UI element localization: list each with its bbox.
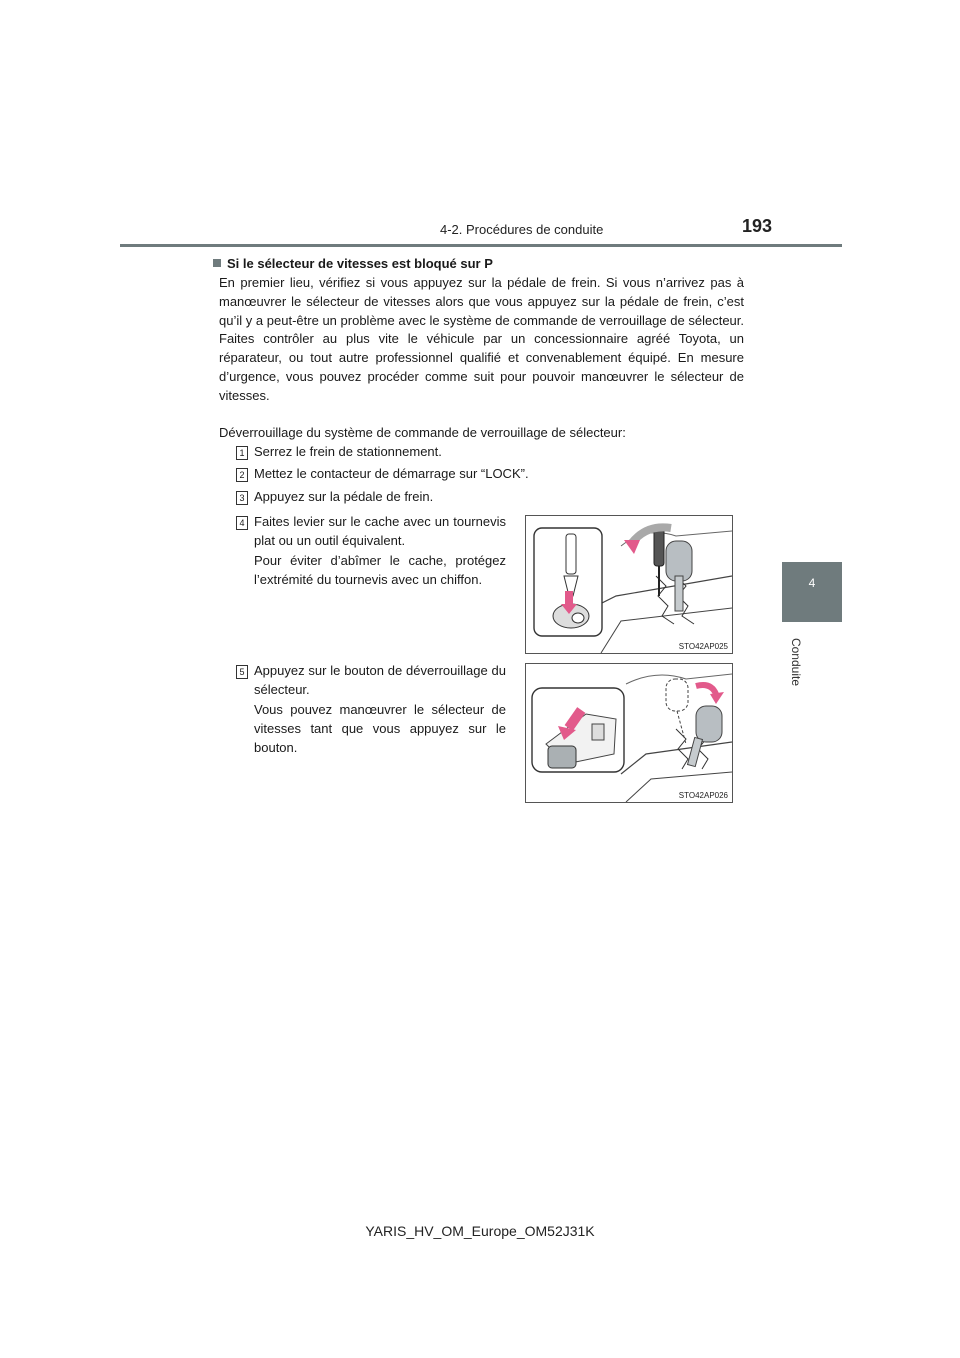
figure-caption-2: STO42AP026 (678, 791, 728, 800)
step-text-4: Faites levier sur le cache avec un tournevis plat ou un outil équivalent. (254, 514, 506, 548)
section-title-text: Si le sélecteur de vitesses est bloqué sur P (227, 256, 493, 271)
step-number-3: 3 (236, 491, 248, 505)
chapter-tab (782, 562, 842, 622)
step-number-5: 5 (236, 665, 248, 679)
figure-illustration-1 (526, 516, 732, 653)
figure-caption-1: STO42AP025 (678, 642, 728, 651)
step-text-3: Appuyez sur la pédale de frein. (254, 489, 434, 504)
section-title (213, 256, 493, 271)
step-text-5: Appuyez sur le bouton de déverrouillage du sélecteur. (254, 663, 506, 697)
document-footer-code: YARIS_HV_OM_Europe_OM52J31K (365, 1223, 595, 1239)
figure-illustration-2 (526, 664, 732, 802)
step-note-5: Vous pouvez manœuvrer le sélecteur de vitesses tant que vous appuyez sur le bouton. (254, 702, 506, 755)
chapter-tab-number: 4 (808, 576, 816, 590)
figure-screwdriver-cover (525, 515, 733, 654)
section-bullet-icon (213, 259, 221, 267)
step-number-1: 1 (236, 446, 248, 460)
step-text-2: Mettez le contacteur de démarrage sur “LOCK”. (254, 466, 529, 481)
step-number-2: 2 (236, 468, 248, 482)
intro-paragraph: En premier lieu, vérifiez si vous appuyez sur la pédale de frein. Si vous n’arrivez pas à manœuvrer le sélecteur de vitesses alors que vous appuyez sur la pédale de frein, c’est qu’il y a peut-être un problème avec le système de commande de verrouillage de sélecteur. Faites contrôler au plus vite le véhicule par un concessionnaire agréé Toyota, un réparateur, ou tout autre professionnel qualifié et convenablement équipé. En mesure d’urgence, vous pouvez procéder comme suit pour pouvoir manœuvrer le sélecteur de vitesses. (219, 275, 744, 403)
unlock-heading: Déverrouillage du système de commande de verrouillage de sélecteur: (219, 425, 626, 440)
page-number: 193 (742, 216, 773, 236)
step-text-1: Serrez le frein de stationnement. (254, 444, 442, 459)
chapter-tab-label: Conduite (789, 637, 803, 687)
step-note-4: Pour éviter d’abîmer le cache, protégez l’extrémité du tournevis avec un chiffon. (254, 553, 506, 587)
header-divider (120, 244, 842, 247)
figure-shift-lock-release (525, 663, 733, 803)
header-section-title: 4-2. Procédures de conduite (440, 222, 604, 237)
step-number-4: 4 (236, 516, 248, 530)
